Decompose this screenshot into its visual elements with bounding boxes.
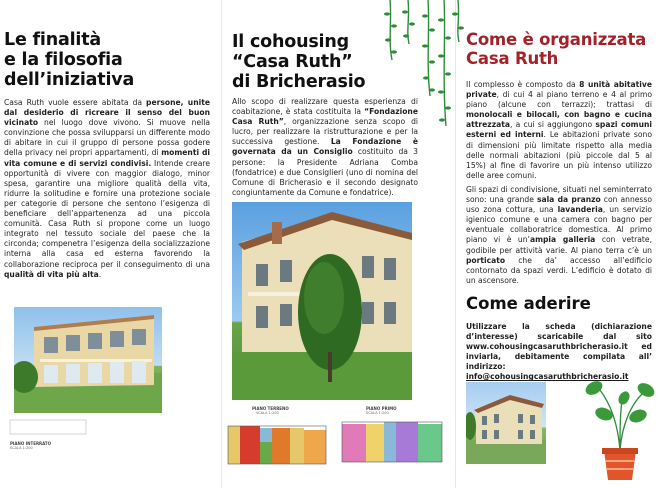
- col1-text-a: Casa Ruth vuole essere abitata da: [4, 98, 147, 107]
- potted-plant-decoration: [582, 376, 658, 482]
- col1-title-line2: e la filosofia: [4, 50, 123, 70]
- col3-p2-text-f: ampia galleria: [529, 235, 596, 245]
- col2-text-e: costituito da 3 persone: la Presidente Adriana Comba (fondatrice) e due Consiglieri (uno di nomina del Comune di Bricherasio e il secondo designato congiuntamente da Comune e fondatrice).: [232, 147, 419, 197]
- col2-text-d: La Fondazione è governata da un Consiglio: [232, 137, 419, 157]
- casa-ruth-building-illustration: [232, 202, 412, 400]
- col3-p1-text-b: 8 unità abitative private: [466, 80, 652, 100]
- col1-title-line3: dell’iniziativa: [4, 70, 135, 90]
- col3-title: [466, 30, 656, 68]
- col1-text-g: .: [98, 269, 102, 279]
- col3-paragraph-1: [466, 80, 652, 181]
- how-to-join-paragraph: [466, 322, 652, 383]
- col1-text-b: persone, unite dal desiderio di ricreare il senso del buon vicinato: [4, 98, 210, 128]
- contact-email-link[interactable]: info@cohousingcasaruthbricherasio.it: [466, 372, 629, 382]
- first-floor-plan-drawing: [340, 406, 450, 466]
- first-floor-plan-caption: PIANO PRIMO: [366, 406, 397, 411]
- col3-p2-text-h: porticato: [466, 255, 506, 265]
- col3-p1-text-e: , a cui si aggiungono: [510, 120, 596, 130]
- building-render-illustration: [14, 307, 162, 413]
- basement-floor-plan: [8, 418, 88, 440]
- col1-text-f: qualità di vita più alta: [4, 269, 99, 279]
- col3-p1-text-g: . Le abitazioni private sono di dimensioni più limitate rispetto alla media delle normali abitazioni (più piccole dal 5 al 15%) al fine di favorire un più intenso utilizzo delle aree comuni.: [466, 130, 652, 180]
- col3-p1-text-a: Il complesso è composto da: [466, 80, 580, 89]
- col2-title-line3: di Bricherasio: [232, 72, 366, 92]
- col3-p2-text-e: , un servizio igienico comune e una camera con bagno per eventuale collaboratrice domestica. Al primo piano vi è un’: [466, 205, 652, 245]
- how-to-join-text: Utilizzare la scheda (dichiarazione d’interesse) scaricabile dal sito www.cohousingcasaruthbricherasio.it ed inviarla, debitamente compilata all’ indirizzo:: [466, 322, 652, 372]
- col2-text-c: , organizzazione senza scopo di lucro, per realizzare la ristrutturazione e per la successiva gestione.: [232, 117, 418, 147]
- ground-floor-plan-drawing: [226, 406, 330, 468]
- col3-p2-text-i: che da’ accesso all’edificio contornato da spazi verdi. L’edificio è dotato di un ascensore.: [466, 255, 652, 285]
- building-exterior-photo: [466, 382, 546, 464]
- col3-p1-text-c: , di cui 4 al piano terreno e 4 al primo piano (alcune con terrazzi); trattasi di: [466, 90, 652, 110]
- col3-p2-text-a: Gli spazi di condivisione, situati nel seminterrato sono: una grande: [466, 185, 652, 205]
- col3-paragraph-2: [466, 185, 652, 286]
- col1-text-d: momenti di vita comune e di servizi condivisi.: [4, 148, 210, 168]
- col3-title-how-to-join: Come aderire: [466, 294, 591, 313]
- col3-p2-text-c: con annesso uso zona cottura, una: [466, 195, 652, 215]
- col2-text-b: “Fondazione Casa Ruth”: [232, 107, 418, 127]
- col1-title: [4, 30, 214, 90]
- first-floor-plan: [340, 406, 450, 470]
- col1-text-e: Intende creare opportunità di vivere con maggior dialogo, minor spesa, garantire una migliore qualità della vita, ridurre la solitudine e fornire una protezione sociale per categorie di persone che sentono l’esigenza di beneficiare dell’appartenenza ad una piccola comunità. Casa Ruth si propone come un luogo integrato nel tessuto sociale del paese che la circonda; compenetra l’esigenza della socializzazione interna alla casa ed esterna favorendo la collaborazione reciproca per il conseguimento di una: [4, 158, 210, 269]
- col1-title-line1: Le finalità: [4, 30, 101, 50]
- col3-p2-text-g: con vetrate, godibile per attività varie. Al piano terra c’è un: [466, 235, 652, 255]
- col2-title-line1: Il cohousing: [232, 32, 349, 52]
- col3-title-line2: Casa Ruth: [466, 49, 559, 68]
- col3-title-line1: Come è organizzata: [466, 30, 647, 49]
- col1-text-c: nel luogo dove vivono. Si muove nella convinzione che possa svilupparsi un differente modo di abitare in cui il gruppo di persone possa godere della privacy nei propri appartamenti, di: [4, 118, 210, 158]
- basement-plan-drawing: [8, 418, 88, 436]
- col3-p2-text-b: sala da pranzo: [536, 195, 601, 205]
- hanging-vines-decoration: [384, 0, 464, 130]
- basement-plan-scale: SCALA 1:200: [10, 446, 33, 450]
- first-floor-plan-scale: SCALA 1:200: [366, 411, 389, 415]
- ground-floor-plan: [226, 406, 330, 472]
- col3-p2-text-d: lavanderia: [557, 205, 603, 215]
- basement-plan-caption: PIANO INTERRATO: [10, 441, 52, 446]
- building-exterior-illustration: [466, 382, 546, 464]
- building-render-photo: [14, 307, 162, 413]
- ground-floor-plan-caption: PIANO TERRENO: [252, 406, 289, 411]
- col3-p1-text-d: monolocali e bilocali, con bagno e cucina attrezzata: [466, 110, 652, 130]
- col2-text-a: Allo scopo di realizzare questa esperienza di coabitazione, è stata costituita la: [232, 97, 418, 117]
- ground-floor-plan-scale: SCALA 1:200: [256, 411, 279, 415]
- col1-paragraph: [4, 98, 210, 280]
- casa-ruth-building-photo: [232, 202, 412, 400]
- col3-p1-text-f: spazi comuni esterni ed interni: [466, 120, 652, 140]
- col2-title-line2: “Casa Ruth”: [232, 52, 353, 72]
- column-divider-1: [221, 0, 222, 488]
